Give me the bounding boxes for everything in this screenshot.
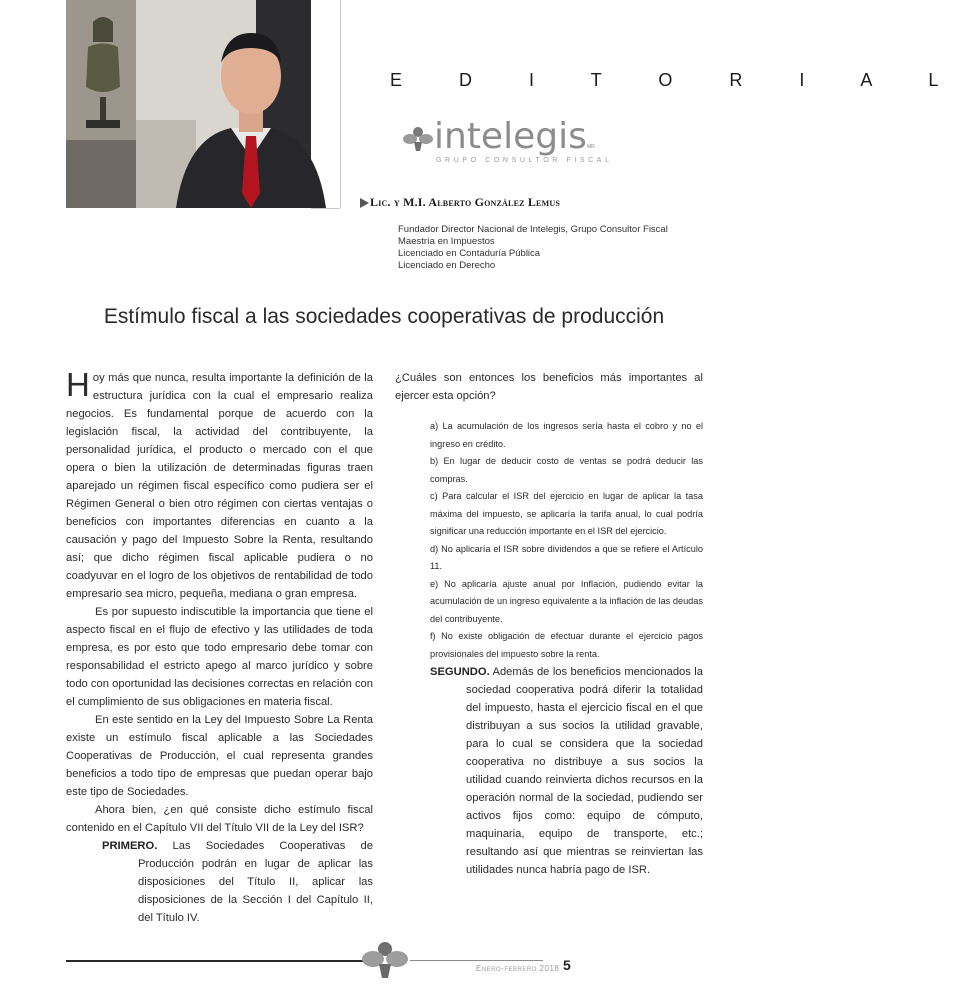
intelegis-mark-icon [360,940,410,980]
primero-item [66,837,373,927]
drop-cap: H [66,366,90,403]
article-column-left [66,366,373,927]
author-credentials [398,224,668,272]
list-item-text: c) Para calcular el ISR del ejercicio en lugar de aplicar la tasa máxima del impuesto, se aplicaría la tarifa anual, lo cual podría significar una reducción importante en el ISR del ejercicio. [430,491,703,536]
credential-line: Maestría en Impuestos [398,236,495,247]
list-item-text: e) No aplicaría ajuste anual por Inflación, pudiendo evitar la acumulación de un ingreso equivalente a la inflación de las deudas del contribuyente. [430,578,703,624]
paragraph: Es por supuesto indiscutible la importancia que tiene el aspecto fiscal en el flujo de efectivo y las utilidades de toda empresa, es por esto que todo empresario debe tomar con responsabilidad el estricto apego al marco jurídico y sobre todo con oportunidad las decisiones correctas en relación con el cumplimiento de sus obligaciones en materia fiscal. [66,606,373,708]
benefits-list [395,418,703,663]
paragraph-text: oy más que nunca, resulta importante la definición de la estructura jurídica con la cual el empresario realiza negocios. Es fundamental porque de acuerdo con la legislación fiscal, la actividad del contribuyente, la personalidad jurídica, el producto o mercado con el que opera o bien la utilización de determinadas figuras traen aparejado un régimen fiscal específico como pudiera ser el Régimen General o bien otro régimen con ciertas ventajas o beneficios con importantes diferencias en cuanto a la causación y pago del Impuesto Sobre la Renta, resultando así; que dicho régimen fiscal aplicable pudiera o no coadyuvar en el logro de los objetivos de rentabilidad de todo empresario sea micro, pequeña, mediana o gran empresa. [66,372,373,600]
intelegis-mark-icon [403,126,433,152]
list-item-text: b) En lugar de deducir costo de ventas se podrá deducir las compras. [430,456,703,484]
logo-trademark: MR [587,144,595,150]
intelegis-logo [403,116,613,172]
issue-date: Enero-febrero 2018 [476,964,560,973]
footer-rule-left [66,960,363,962]
header-divider [340,0,341,208]
author-name: Lic. y M.I. Alberto González Lemus [370,195,560,209]
footer-rule-right [410,960,543,961]
armor-statue-icon [78,12,128,132]
section-title: E D I T O R I A L [390,70,964,90]
author-portrait [176,18,326,208]
segundo-label: SEGUNDO. [430,666,490,678]
page-number: 5 [563,957,571,973]
paragraph: ¿Cuáles son entonces los beneficios más importantes al ejercer esta opción? [395,372,703,402]
logo-subtitle: GRUPO CONSULTOR FISCAL [436,157,613,164]
article-title: Estímulo fiscal a las sociedades cooperativas de producción [103,305,665,328]
segundo-item [395,663,703,879]
list-item-text: a) La acumulación de los ingresos sería hasta el cobro y no el ingreso en crédito. [430,421,703,449]
list-item [395,541,703,576]
author-photo [66,0,311,208]
primero-label: PRIMERO. [102,840,158,852]
credential-line: Fundador Director Nacional de Intelegis, Grupo Consultor Fiscal [398,224,668,235]
header-divider-bottom [311,208,340,209]
list-item [395,453,703,488]
credential-line: Licenciado en Contaduría Pública [398,248,541,259]
credential-line: Licenciado en Derecho [398,260,496,271]
list-item-text: d) No aplicaría el ISR sobre dividendos a que se refiere el Artículo 11. [430,543,703,571]
list-item [395,628,703,663]
primero-text: Las Sociedades Cooperativas de Producción podrán en lugar de aplicar las disposiciones del Título II, aplicar las disposiciones de la Sección I del Capítulo II, del Título IV. [138,840,373,924]
author-arrow-icon [360,198,369,208]
paragraph [66,366,373,603]
paragraph: En este sentido en la Ley del Impuesto Sobre La Renta existe un estímulo fiscal aplicable a las Sociedades Cooperativas de Producción, el cual representa grandes beneficios a todo tipo de empresas que puedan operar bajo este tipo de Sociedades. [66,714,373,798]
article-column-right [395,369,703,879]
paragraph: Ahora bien, ¿en qué consiste dicho estímulo fiscal contenido en el Capítulo VII del Título VII de la Ley del ISR? [66,804,373,834]
list-item [395,418,703,453]
logo-wordmark: intelegis [434,116,587,157]
list-item-text: f) No existe obligación de efectuar durante el ejercicio pagos provisionales del impuesto sobre la renta. [430,631,703,659]
segundo-text: Además de los beneficios mencionados la sociedad cooperativa podrá diferir la totalidad del impuesto, hasta el ejercicio fiscal en el que distribuyan a sus socios la utilidad gravable, para lo cual se considera que la sociedad cooperativa no distribuye a sus socios la utilidad cuando reinvierta dichos recursos en la operación normal de la sociedad, pudiendo ser activos fijos como: equipo de cómputo, maquinaria, equipo de transporte, etc.; resultando así que mientras se reinviertan las utilidades nunca habría pago de ISR. [466,666,703,876]
list-item [395,488,703,541]
list-item [395,576,703,629]
